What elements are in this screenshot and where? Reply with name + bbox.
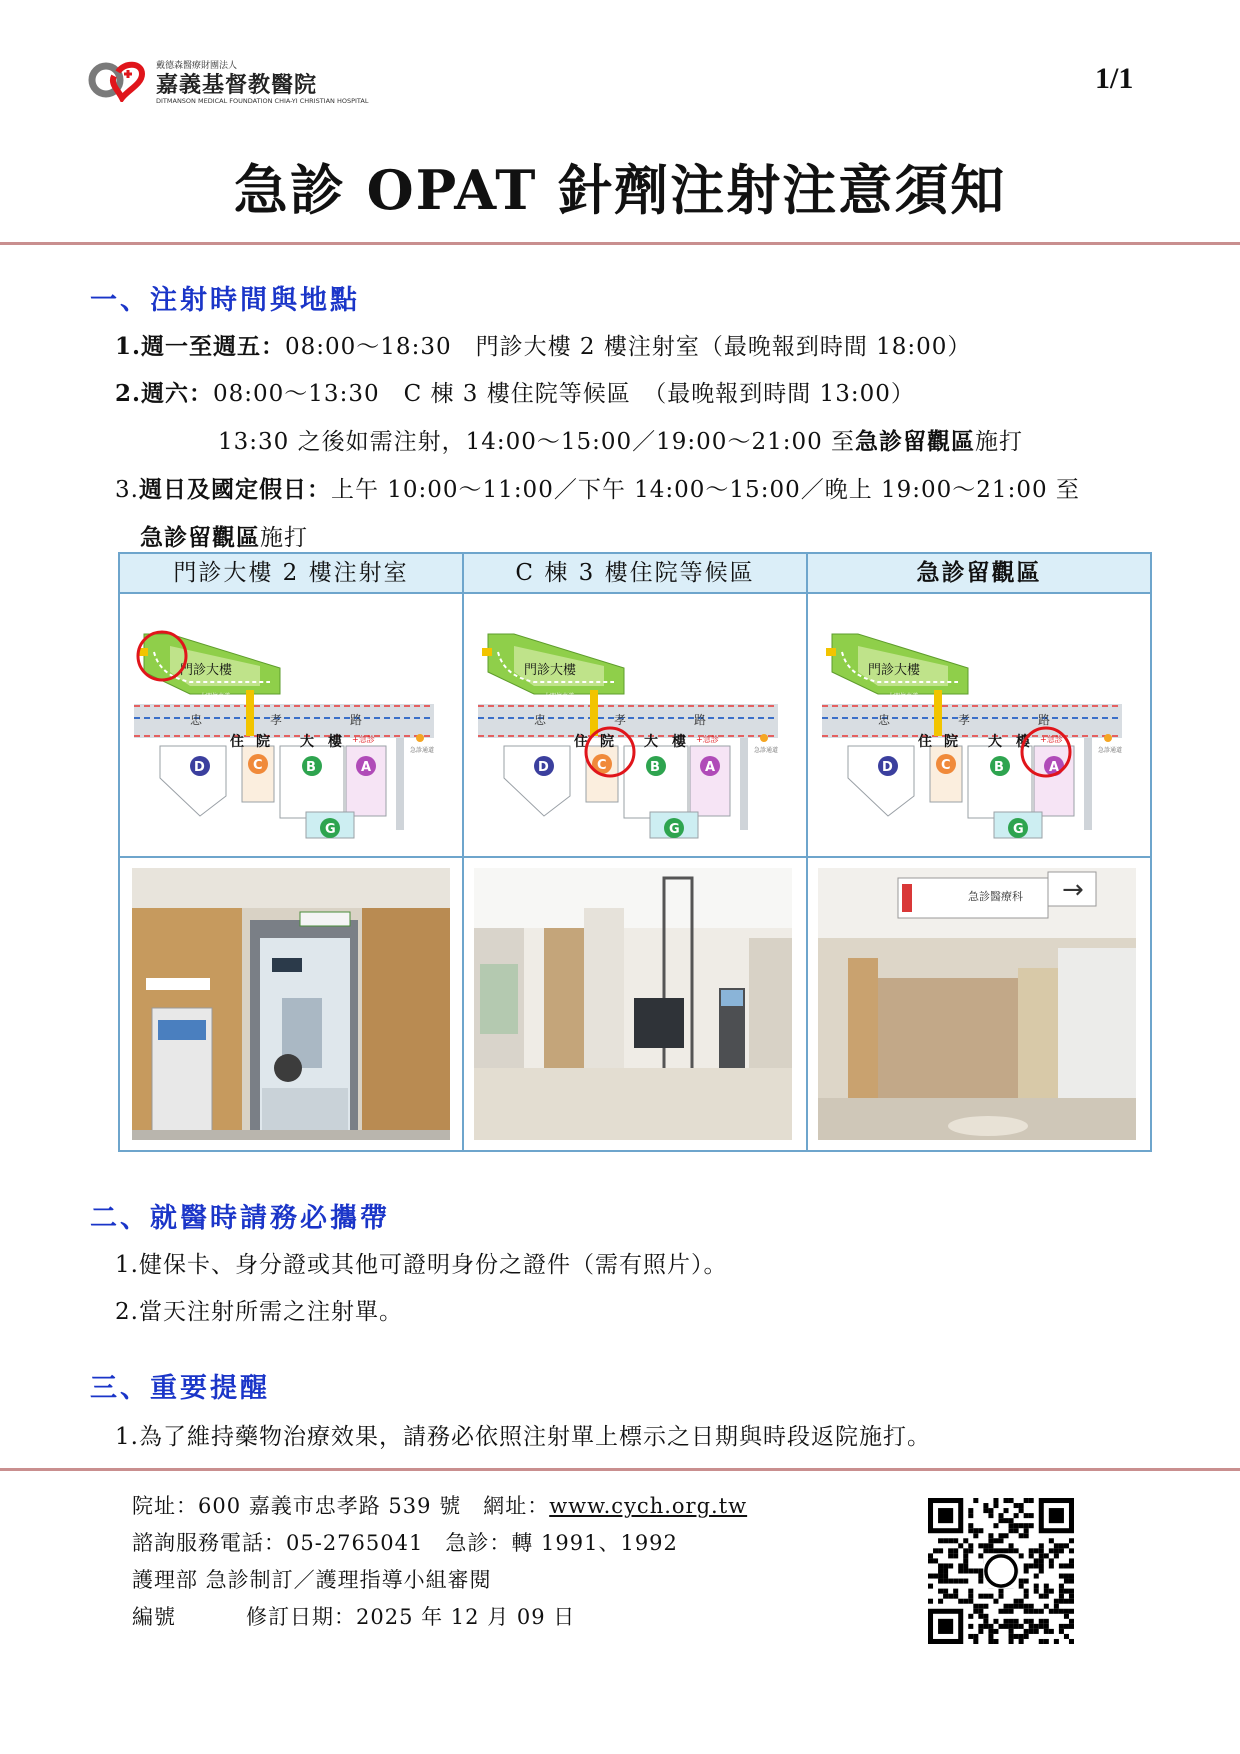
map-main-entrance-label: 大門停車道 <box>544 693 575 700</box>
schedule-saturday-text: 08:00～13:30 C 棟 3 樓住院等候區 （最晚報到時間 13:00） <box>213 381 915 407</box>
map-road-label: 路 <box>694 713 707 727</box>
footer-revised-date: 修訂日期：2025 年 12 月 09 日 <box>246 1605 576 1629</box>
map-inpatient-building-label: 院 <box>256 734 270 750</box>
schedule-holiday-label: 週日及國定假日： <box>138 476 331 503</box>
schedule-saturday <box>115 375 915 408</box>
map-inpatient-building-label: 樓 <box>1016 734 1030 750</box>
saturday-afternoon-location: 急診留觀區 <box>855 428 976 455</box>
table-column-divider <box>462 554 464 1150</box>
map-block-label: D <box>882 760 893 775</box>
schedule-weekday <box>115 328 971 361</box>
title-divider <box>0 242 1240 245</box>
carry-item-id: 1.健保卡、身分證或其他可證明身份之證件（需有照片）。 <box>115 1252 728 1278</box>
map-outpatient-building-label: 門診大樓 <box>180 663 233 678</box>
map-block-label: B <box>994 760 1004 775</box>
footer-address-line <box>132 1490 747 1520</box>
map-side-note: 急診通道 <box>410 747 435 754</box>
footer-website-label: 網址： <box>483 1494 550 1518</box>
map-block-label: D <box>538 760 549 775</box>
photo-er-observation-area <box>818 868 1136 1140</box>
map-inpatient-building-label: 院 <box>944 734 958 750</box>
schedule-weekday-text: 08:00～18:30 門診大樓 2 樓注射室（最晚報到時間 18:00） <box>285 334 972 360</box>
map-er-label: +急診 <box>1040 735 1063 744</box>
header-er-observation-area: 急診留觀區 <box>916 559 1042 586</box>
map-road-label: 忠 <box>878 713 891 727</box>
footer-phone: 諮詢服務電話：05-2765041 急診：轉 1991、1992 <box>132 1531 678 1555</box>
logo-foundation-text: 戴德森醫療財團法人 <box>156 61 238 71</box>
schedule-holiday-num: 3. <box>115 477 139 503</box>
map-side-note: 急診通道 <box>754 747 779 754</box>
schedule-holiday-text: 上午 10:00～11:00／下午 14:00～15:00／晚上 19:00～21:00 至 <box>330 477 1080 503</box>
logo-english-name: DITMANSON MEDICAL FOUNDATION CHIA-YI CHRISTIAN HOSPITAL <box>156 97 369 105</box>
map-road-label: 忠 <box>534 713 547 727</box>
logo-hospital-name: 嘉義基督教醫院 <box>156 73 318 98</box>
map-inpatient-building-label: 院 <box>600 734 614 750</box>
photo-c-building-waiting-area <box>474 868 792 1140</box>
map-block-label: C <box>597 758 607 773</box>
map-road-label: 孝 <box>614 713 627 727</box>
map-inpatient-building-label: 住 <box>230 734 244 750</box>
map-main-entrance-label: 大門停車道 <box>200 693 231 700</box>
map-road-label: 忠 <box>190 713 203 727</box>
table-column-divider <box>806 554 808 1150</box>
carry-item-injection-form: 2.當天注射所需之注射單。 <box>115 1299 403 1325</box>
map-block-label: A <box>1049 760 1060 775</box>
map-outpatient-building-label: 門診大樓 <box>868 663 921 678</box>
map-road-label: 路 <box>350 713 363 727</box>
map-road-label: 路 <box>1038 713 1051 727</box>
map-er-label: +急診 <box>352 735 375 744</box>
table-row-divider <box>120 856 1150 858</box>
map-block-label: A <box>361 760 372 775</box>
map-block-label: A <box>705 760 716 775</box>
map-er-observation-area <box>818 606 1140 844</box>
map-outpatient-building-label: 門診大樓 <box>524 663 577 678</box>
map-block-label: D <box>194 760 205 775</box>
map-inpatient-building-label: 大 <box>988 734 1002 750</box>
map-block-label: G <box>669 822 680 837</box>
reminder-item: 1.為了維持藥物治療效果，請務必依照注射單上標示之日期與時段返院施打。 <box>115 1424 931 1450</box>
map-inpatient-building-label: 大 <box>300 734 314 750</box>
schedule-weekday-label: 1.週一至週五： <box>115 333 286 360</box>
schedule-holiday-location <box>140 519 308 552</box>
schedule-holiday <box>115 471 1080 504</box>
map-inpatient-building-label: 樓 <box>328 734 342 750</box>
section2-heading: 二、就醫時請務必攜帶 <box>90 1203 390 1234</box>
schedule-saturday-label: 2.週六： <box>115 380 214 407</box>
schedule-saturday-afternoon <box>218 423 1023 456</box>
map-inpatient-building-label: 住 <box>918 734 932 750</box>
saturday-afternoon-suffix: 施打 <box>975 429 1024 455</box>
header-c-building-waiting-area: C 棟 3 樓住院等候區 <box>515 560 755 586</box>
map-block-label: B <box>650 760 660 775</box>
map-road-label: 孝 <box>270 713 283 727</box>
hospital-logo <box>88 56 369 112</box>
footer-divider <box>0 1468 1240 1471</box>
saturday-afternoon-text: 13:30 之後如需注射，14:00～15:00／19:00～21:00 至 <box>218 429 856 455</box>
map-block-label: C <box>941 758 951 773</box>
hospital-logo-icon <box>88 58 154 102</box>
map-outpatient-injection-room <box>130 606 452 844</box>
footer-address: 院址：600 嘉義市忠孝路 539 號 <box>132 1494 462 1518</box>
photo-outpatient-injection-room <box>132 868 450 1140</box>
map-block-label: G <box>1013 822 1024 837</box>
map-main-entrance-label: 大門停車道 <box>888 693 919 700</box>
photo3-sign-text: 急診醫療科 <box>968 890 1023 903</box>
map-inpatient-building-label: 住 <box>574 734 588 750</box>
footer-code-label: 編號 <box>132 1605 176 1629</box>
svg-text:→: → <box>1062 875 1084 905</box>
map-side-note: 急診通道 <box>1098 747 1123 754</box>
location-table <box>118 552 1152 1152</box>
footer-revision-line <box>132 1601 575 1631</box>
map-block-label: C <box>253 758 263 773</box>
map-inpatient-building-label: 大 <box>644 734 658 750</box>
map-er-label: +急診 <box>696 735 719 744</box>
section1-heading: 一、注射時間與地點 <box>90 285 360 316</box>
document-title: 急診 OPAT 針劑注射注意須知 <box>233 158 1007 222</box>
map-c-building-waiting-area <box>474 606 796 844</box>
map-road-label: 孝 <box>958 713 971 727</box>
footer-department: 護理部 急診制訂／護理指導小組審閱 <box>132 1568 492 1592</box>
map-block-label: G <box>325 822 336 837</box>
qr-code[interactable] <box>928 1498 1074 1644</box>
location-table-header <box>120 554 1150 594</box>
map-inpatient-building-label: 樓 <box>672 734 686 750</box>
holiday-location-name: 急診留觀區 <box>140 524 260 551</box>
section3-heading: 三、重要提醒 <box>90 1373 270 1404</box>
holiday-location-suffix: 施打 <box>260 525 308 551</box>
page-number: 1/1 <box>1095 62 1134 95</box>
header-outpatient-injection-room: 門診大樓 2 樓注射室 <box>173 560 409 586</box>
map-block-label: B <box>306 760 316 775</box>
footer-website-link[interactable]: www.cych.org.tw <box>549 1494 748 1518</box>
